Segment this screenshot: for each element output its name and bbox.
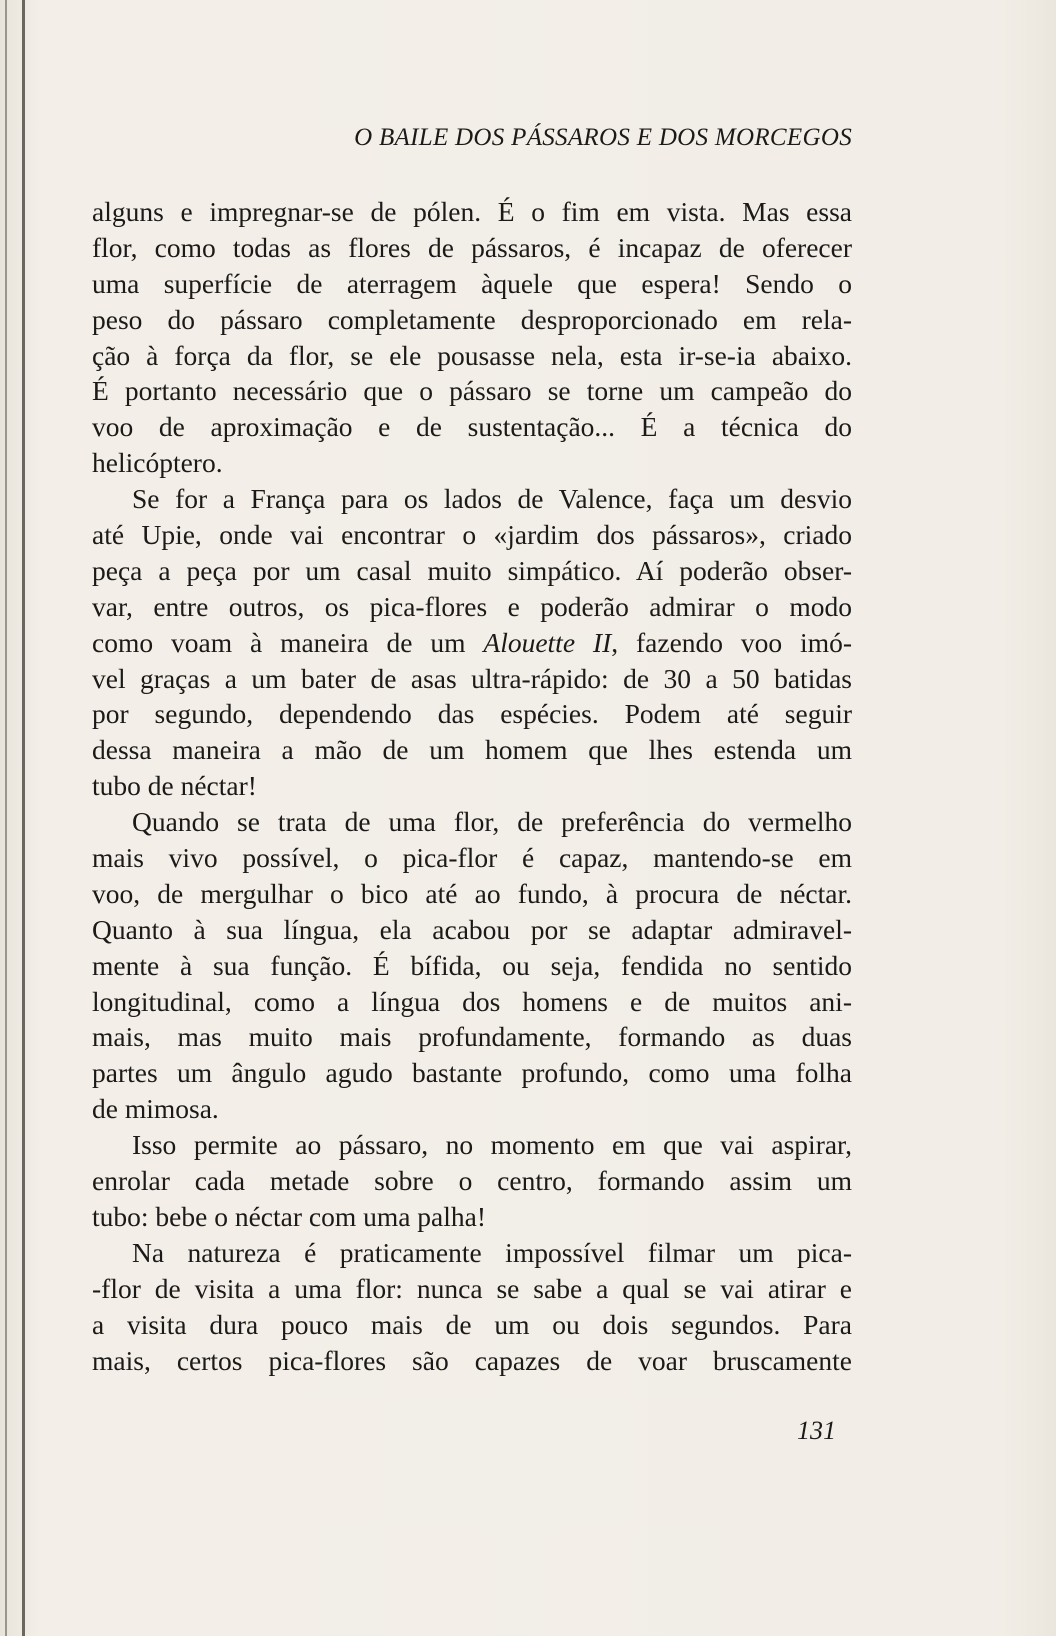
text-line: até Upie, onde vai encontrar o «jardim dos pássaros», criado [92,519,852,551]
text-line: enrolar cada metade sobre o centro, formando assim um [92,1165,852,1197]
body-text [92,194,852,1378]
text-line-with-italic [92,625,852,661]
paragraph-first-line: Quando se trata de uma flor, de preferência do vermelho [132,806,852,838]
page-number: 131 [797,1416,836,1445]
text-line: longitudinal, como a língua dos homens e de muitos ani- [92,985,852,1017]
paragraph-first-line: Isso permite ao pássaro, no momento em que vai aspirar, [132,1129,852,1161]
text-line: de mimosa. [92,1093,219,1125]
text-line: flor, como todas as flores de pássaros, é incapaz de oferecer [92,231,852,263]
text-line: ção à força da flor, se ele pousasse nela, esta ir-se-ia abaixo. [92,339,852,371]
text-line: É portanto necessário que o pássaro se torne um campeão do [92,375,852,407]
text-line: tubo: bebe o néctar com uma palha! [92,1200,487,1232]
text-line: var, entre outros, os pica-flores e poderão admirar o modo [92,590,852,622]
text-line: mente à sua função. É bífida, ou seja, fendida no sentido [92,949,852,981]
text-line: por segundo, dependendo das espécies. Podem até seguir [92,698,852,730]
page-edge [5,0,7,1636]
paragraph-first-line: Se for a França para os lados de Valence, faça um desvio [132,483,852,515]
text-line: tubo de néctar! [92,770,257,802]
text-line: -flor de visita a uma flor: nunca se sabe a qual se vai atirar e [92,1272,852,1304]
paragraph-first-line: Na natureza é praticamente impossível filmar um pica- [132,1236,852,1268]
text-line: mais vivo possível, o pica-flor é capaz, mantendo-se em [92,842,852,874]
text-line: peso do pássaro completamente desproporcionado em rela- [92,303,852,335]
aircraft-name-italic: Alouette II [483,626,612,658]
text-fragment: como voam à maneira de um [92,626,484,658]
text-line: vel graças a um bater de asas ultra-rápido: de 30 a 50 batidas [92,662,852,694]
text-line: peça a peça por um casal muito simpático. Aí poderão obser- [92,554,852,586]
text-line: mais, mas muito mais profundamente, formando as duas [92,1021,852,1053]
text-fragment: , fazendo voo imó- [611,626,852,658]
text-line: voo de aproximação e de sustentação... É a técnica do [92,411,852,443]
text-line: partes um ângulo agudo bastante profundo, como uma folha [92,1057,852,1089]
text-line: uma superfície de aterragem àquele que espera! Sendo o [92,267,852,299]
text-line: dessa maneira a mão de um homem que lhes estenda um [92,734,852,766]
text-line: helicóptero. [92,447,223,479]
text-line: alguns e impregnar-se de pólen. É o fim em vista. Mas essa [92,196,852,227]
text-line: mais, certos pica-flores são capazes de voar bruscamente [92,1344,852,1376]
running-header: O BAILE DOS PÁSSAROS E DOS MORCEGOS [354,124,852,151]
text-line: Quanto à sua língua, ela acabou por se adaptar admiravel- [92,913,852,945]
binding-gutter-line [22,0,25,1636]
text-line: voo, de mergulhar o bico até ao fundo, à procura de néctar. [92,877,852,909]
text-line: a visita dura pouco mais de um ou dois segundos. Para [92,1308,852,1340]
